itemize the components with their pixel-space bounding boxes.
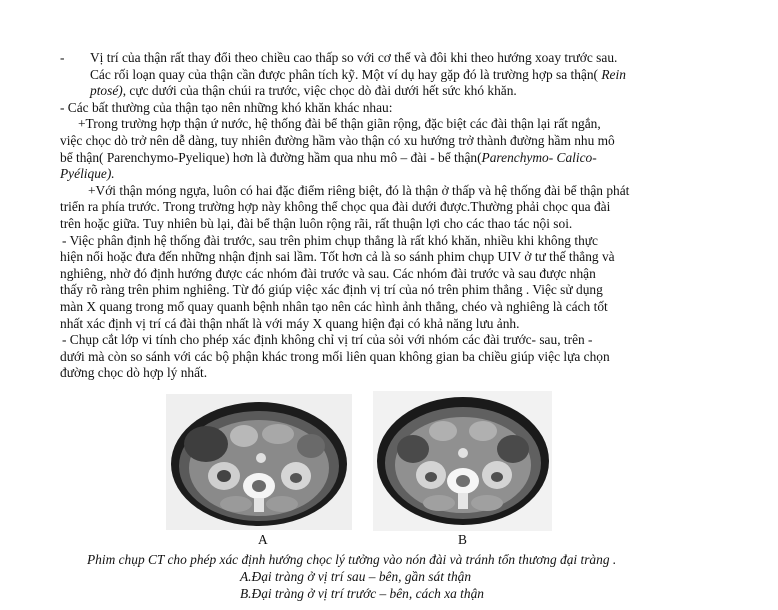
ct-scan-a-graphic	[166, 394, 352, 530]
paragraph-hydronephrosis-line-4: Pyélique).	[60, 166, 115, 182]
paragraph-kidney-position-line-2: Các rối loạn quay của thận cần được phân tích kỹ. Một ví dụ hay gặp đó là trường hợp sa thận( Rein	[90, 66, 626, 82]
body-text	[60, 50, 732, 382]
paragraph-ct-line-2: dưới mà còn so sánh với các bộ phận khác trong mối liên quan không gian ba chiều giúp việc lựa chọn	[60, 348, 610, 364]
paragraph-calyx-line-3: nghiêng, nhờ đó định hướng được các nhóm đài trước và sau. Các nhóm đài trước và sau được nhận	[60, 265, 596, 281]
paragraph-horseshoe-line-3: trên hoặc giữa. Tuy nhiên bù lại, đài bể thận luôn rộng rãi, rất thuận lợi cho các thao tác nội soi.	[60, 215, 573, 231]
figure-caption: Phim chụp CT cho phép xác định hướng chọc lý tưởng vào nón đài và tránh tổn thương đại tràng .	[87, 552, 617, 567]
figure-caption-b: B.Đại tràng ở vị trí trước – bên, cách xa thận	[240, 586, 484, 601]
paragraph-kidney-position-line-3: ptosé), cực dưới của thận chúi ra trước, việc chọc dò đài dưới hết sức khó khăn.	[90, 83, 517, 99]
paragraph-calyx-line-2: hiện nổi hoặc đưa đến những nhận định sai lầm. Tốt hơn cả là so sánh phim chụp UIV ở tư thế thẳng và	[60, 249, 615, 265]
paragraph-calyx-line-1: - Việc phân định hệ thống đài trước, sau trên phim chụp thẳng là rất khó khăn, nhiều khi không thực	[62, 232, 598, 248]
paragraph-kidney-position-line-1: - Vị trí của thận rất thay đổi theo chiều cao thấp so với cơ thể và đôi khi theo hướng xoay trước sau.	[60, 50, 618, 65]
ct-scan-image-b	[373, 391, 552, 531]
paragraph-horseshoe-line-2: triển ra phía trước. Trong trường hợp này không thể chọc qua đài dưới được.Thường phải chọc qua đài	[60, 199, 611, 215]
figure-caption-a: A.Đại tràng ở vị trí sau – bên, gần sát thận	[240, 569, 472, 584]
paragraph-calyx-line-5: màn X quang trong mổ quay quanh bệnh nhân tạo nên các hình ảnh thẳng, chéo và nghiêng là cách tốt	[60, 298, 608, 314]
ct-scan-image-a	[166, 394, 352, 530]
paragraph-hydronephrosis-line-1: +Trong trường hợp thận ứ nước, hệ thống đài bể thận giãn rộng, đặc biệt các đài thận lại rất ngắn,	[78, 116, 601, 132]
paragraph-hydronephrosis-line-2: việc chọc dò trở nên dễ dàng, tuy nhiên đường hầm vào thận có xu hướng trở thành đường hầm nhu mô	[60, 132, 615, 148]
image-a-label: A	[258, 532, 268, 547]
paragraph-horseshoe-line-1: +Với thận móng ngựa, luôn có hai đặc điểm riêng biệt, đó là thận ở thấp và hệ thống đài bể thận phát	[88, 182, 630, 198]
image-b-label: B	[458, 532, 467, 547]
paragraph-ct-line-1: - Chụp cắt lớp vi tính cho phép xác định không chỉ vị trí của sỏi với nhóm các đài trước- sau, trên -	[62, 332, 593, 348]
paragraph-calyx-line-6: nhất xác định vị trí cá đài thận nhất là với máy X quang hiện đại có khả năng lưu ảnh.	[60, 315, 520, 331]
ct-scan-b-graphic	[373, 391, 552, 531]
paragraph-abnormalities-heading: - Các bất thường của thận tạo nên những khó khăn khác nhau:	[60, 99, 393, 115]
paragraph-calyx-line-4: thấy rõ ràng trên phim nghiêng. Từ đó giúp việc xác định vị trí của nó trên phim thẳng . Việc sử dụng	[60, 282, 603, 298]
paragraph-hydronephrosis-line-3: bể thận( Parenchymo-Pyelique) hơn là đường hầm qua nhu mô – đài - bể thận(Parenchymo- Calico-	[60, 149, 597, 165]
paragraph-ct-line-3: đường chọc dò hợp lý nhất.	[60, 365, 208, 381]
bullet-dash: -	[60, 50, 65, 65]
